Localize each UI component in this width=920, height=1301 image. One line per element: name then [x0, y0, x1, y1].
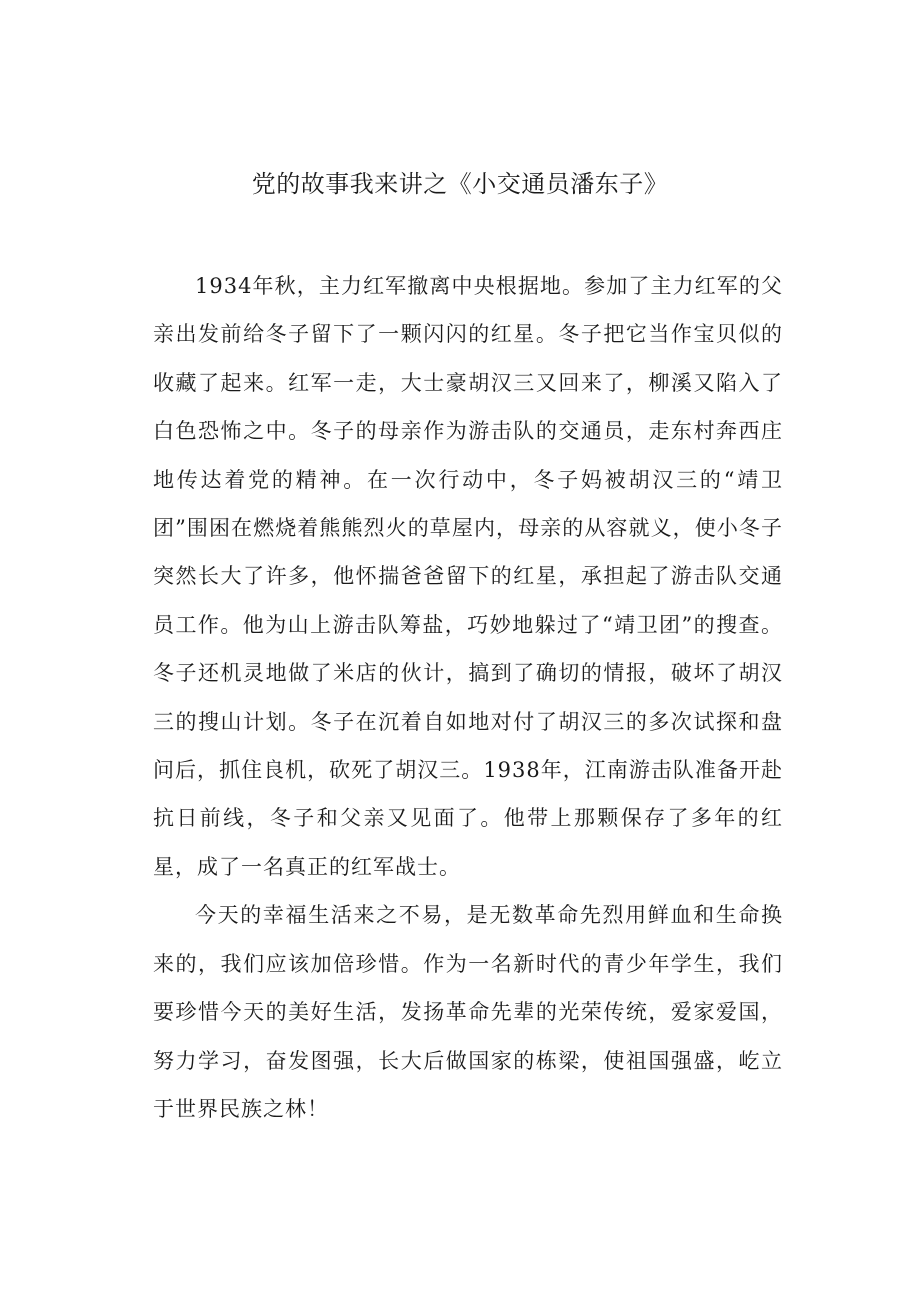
paragraph-reflection: 今天的幸福生活来之不易，是无数革命先烈用鲜血和生命换来的，我们应该加倍珍惜。作为一名新时代的青少年学生，我们要珍惜今天的美好生活，发扬革命先辈的光荣传统，爱家爱国，努力学习，奋发图强，长大后做国家的栋梁，使祖国强盛，屹立于世界民族之林！	[153, 903, 783, 1121]
paragraph-story: 1934年秋，主力红军撤离中央根据地。参加了主力红军的父亲出发前给冬子留下了一颗闪闪的红星。冬子把它当作宝贝似的收藏了起来。红军一走，大士豪胡汉三又回来了，柳溪又陷入了白色恐怖之中。冬子的母亲作为游击队的交通员，走东村奔西庄地传达着党的精神。在一次行动中，冬子妈被胡汉三的“靖卫团”围困在燃烧着熊熊烈火的草屋内，母亲的从容就义，使小冬子突然长大了许多，他怀揣爸爸留下的红星，承担起了游击队交通员工作。他为山上游击队筹盐，巧妙地躲过了“靖卫团”的搜查。冬子还机灵地做了米店的伙计，搞到了确切的情报，破坏了胡汉三的搜山计划。冬子在沉着自如地对付了胡汉三的多次试探和盘问后，抓住良机，砍死了胡汉三。1938年，江南游击队准备开赴抗日前线，冬子和父亲又见面了。他带上那颗保存了多年的红星，成了一名真正的红军战士。	[153, 274, 783, 879]
document-title: 党的故事我来讲之《小交通员潘东子》	[251, 170, 669, 198]
document-body	[153, 262, 783, 1133]
